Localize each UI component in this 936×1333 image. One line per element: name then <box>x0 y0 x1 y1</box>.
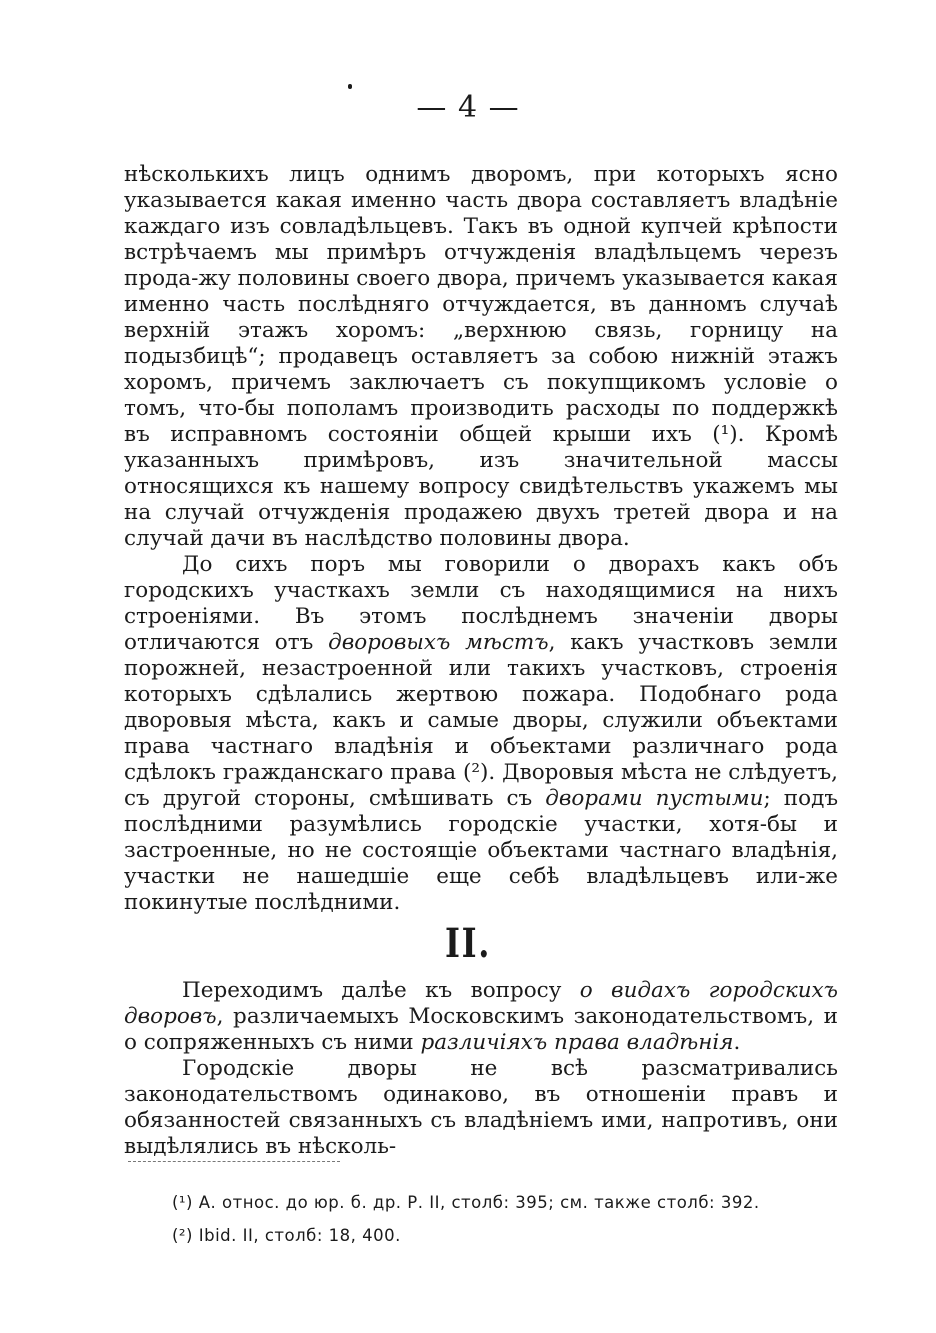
paragraph-text: Переходимъ далѣе къ вопросу <box>182 978 580 1003</box>
paragraph-continued: нѣсколькихъ лицъ однимъ дворомъ, при которыхъ ясно указывается какая именно часть двора составляетъ владѣніе каждаго изъ совладѣльцевъ. Такъ въ одной купчей крѣпости встрѣчаемъ мы примѣръ отчужденія владѣльцемъ черезъ прода-жу половины своего двора, причемъ указывается какая именно часть послѣдняго отчуждается, въ данномъ случаѣ верхній этажъ хоромъ: „верхнюю связь, горницу на подызбицѣ“; продавецъ оставляетъ за собою нижній этажъ хоромъ, причемъ заключаетъ съ покупщикомъ условіе о томъ, что-бы пополамъ производить расходы по поддержкѣ въ исправномъ состояніи общей крыши ихъ (¹). Кромѣ указанныхъ примѣровъ, изъ значительной массы относящихся къ нашему вопросу свидѣтельствъ укажемъ мы на случай отчужденія продажею двухъ третей двора и на случай дачи въ наслѣдство половины двора. <box>124 162 838 551</box>
italic-term: дворами пустыми <box>545 786 764 811</box>
footnote-1: (¹) А. относ. до юр. б. др. Р. II, столб: 395; см. также столб: 392. <box>172 1193 760 1212</box>
paragraph-text: До сихъ поръ мы говорили о дворахъ какъ объ городскихъ участкахъ земли съ находящимися на нихъ строеніями. Въ этомъ послѣднемъ значеніи дворы отличаются отъ <box>124 552 838 655</box>
footnote-divider <box>128 1161 340 1162</box>
italic-term: дворовыхъ мѣстъ <box>328 630 549 655</box>
text-block-upper <box>124 162 838 916</box>
section-heading: II. <box>445 920 491 967</box>
paragraph-types <box>124 978 838 1056</box>
footnotes <box>172 1186 852 1252</box>
paragraph-text: , какъ участковъ земли порожней, незастроенной или такихъ участковъ, строенія которыхъ сдѣлались жертвою пожара. Подобнаго рода дворовыя мѣста, какъ и самые дворы, служили объектами права частнаго владѣнія и объектами различнаго рода сдѣлокъ гражданскаго права (²). Дворовыя мѣста не слѣдуетъ, съ другой стороны, смѣшивать съ <box>124 630 838 811</box>
page-number: — 4 — <box>416 90 520 125</box>
italic-term: о видахъ городскихъ дворовъ <box>124 978 839 1029</box>
footnote-2: (²) Ibid. II, столб: 18, 400. <box>172 1226 401 1245</box>
paragraph-legislation: Городскіе дворы не всѣ разсматривались законодательствомъ одинаково, въ отношеніи правъ и обязанностей связанныхъ съ владѣніемъ ими, напротивъ, они выдѣлялись въ нѣсколь- <box>124 1056 838 1159</box>
ink-speck <box>348 84 352 89</box>
paragraph-text: . <box>733 1030 741 1055</box>
italic-term: различіяхъ права владѣнія <box>420 1030 734 1055</box>
paragraph-text: , различаемыхъ Московскимъ законодательствомъ, и о сопряженныхъ съ ними <box>124 1004 838 1055</box>
text-block-lower <box>124 978 838 1160</box>
paragraph-text: ; подъ послѣдними разумѣлись городскіе участки, хотя-бы и застроенные, но не состоящіе объектами частнаго владѣнія, участки не нашедшіе еще себѣ владѣльцевъ или-же покинутые послѣдними. <box>124 786 838 915</box>
paragraph-courtyards <box>124 552 838 916</box>
